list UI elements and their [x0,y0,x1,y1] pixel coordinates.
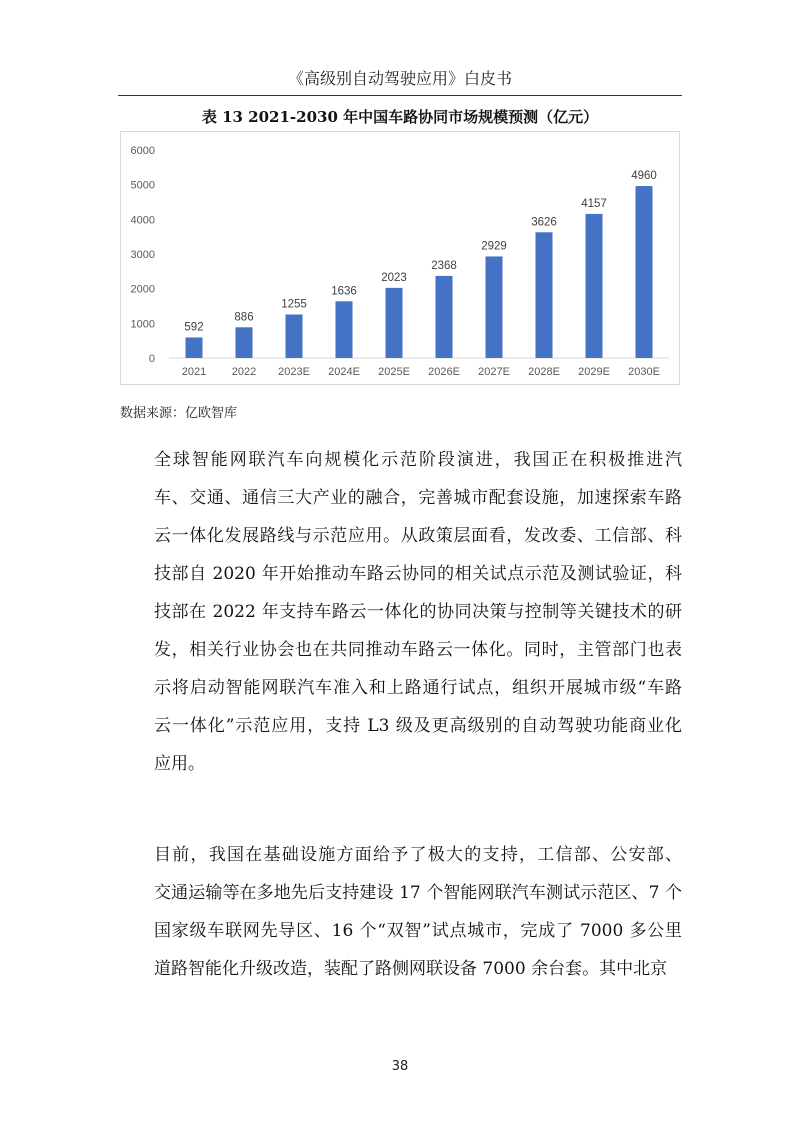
text-line: 国家级车联网先导区、16 个“双智”试点城市，完成了 7000 多公里 [154,921,682,941]
text-line: 云一体化发展路线与示范应用。从政策层面看，发改委、工信部、科 [154,526,682,546]
bar-2023E [286,314,303,358]
data-label: 4960 [631,170,657,183]
y-tick-label: 6000 [130,145,155,157]
y-tick-label: 1000 [130,318,155,331]
y-tick-label: 4000 [130,214,155,227]
bar-2021 [186,337,203,358]
x-tick-label: 2021 [181,366,207,378]
text-line: 应用。 [154,754,205,774]
x-tick-label: 2024E [328,366,360,378]
x-tick-label: 2030E [628,366,660,378]
x-tick-label: 2023E [278,366,310,378]
bar-2027E [486,256,503,358]
y-tick-label: 5000 [130,179,155,192]
header-divider [118,95,682,96]
page-number: 38 [391,1059,409,1074]
text-line: 交通运输等在多地先后支持建设 17 个智能网联汽车测试示范区、7 个 [154,883,682,903]
paragraph-1 [120,441,682,783]
bar-2028E [536,232,553,358]
x-tick-label: 2022 [231,366,257,378]
y-tick-label: 2000 [130,283,155,296]
data-label: 2023 [381,271,407,284]
bar-2029E [586,214,603,358]
bar-2024E [336,301,353,358]
x-tick-label: 2025E [378,366,410,378]
data-label: 1255 [281,298,307,311]
y-tick-label: 3000 [130,249,155,261]
bar-2030E [636,186,653,358]
text-line: 目前，我国在基础设施方面给予了极大的支持，工信部、公安部、 [154,845,682,865]
text-line: 道路智能化升级改造，装配了路侧网联设备 7000 余台套。其中北京 [154,959,668,979]
x-tick-label: 2028E [528,366,560,378]
data-label: 3626 [531,216,557,229]
bar-2025E [386,288,403,358]
data-label: 2368 [431,259,457,272]
data-label: 592 [184,321,204,334]
bar-2022 [236,327,253,358]
data-label: 2929 [481,240,507,253]
text-line: 技部自 2020 年开始推动车路云协同的相关试点示范及测试验证，科 [154,564,682,584]
chart-title: 表 13 2021-2030 年中国车路协同市场规模预测（亿元） [201,108,599,126]
x-tick-label: 2026E [428,366,460,378]
data-label: 886 [234,311,254,324]
text-line: 云一体化”示范应用，支持 L3 级及更高级别的自动驾驶功能商业化 [154,716,682,736]
x-tick-label: 2027E [478,366,510,378]
text-line: 示将启动智能网联汽车准入和上路通行试点，组织开展城市级“车路 [154,678,682,698]
y-tick-label: 0 [148,353,155,365]
bar-chart-svg [121,132,679,384]
running-header-title: 《高级别自动驾驶应用》白皮书 [287,69,512,88]
bar-2026E [436,276,453,358]
data-source-note: 数据来源：亿欧智库 [120,406,238,421]
text-line: 车、交通、通信三大产业的融合，完善城市配套设施，加速探索车路 [154,488,682,508]
paragraph-2 [120,836,682,988]
text-line: 全球智能网联汽车向规模化示范阶段演进，我国正在积极推进汽 [154,450,682,470]
bar-chart [120,131,680,385]
text-line: 发，相关行业协会也在共同推动车路云一体化。同时，主管部门也表 [154,640,682,660]
x-tick-label: 2029E [578,366,610,378]
text-line: 技部在 2022 年支持车路云一体化的协同决策与控制等关键技术的研 [154,602,682,622]
data-label: 1636 [331,285,357,298]
data-label: 4157 [581,197,607,210]
